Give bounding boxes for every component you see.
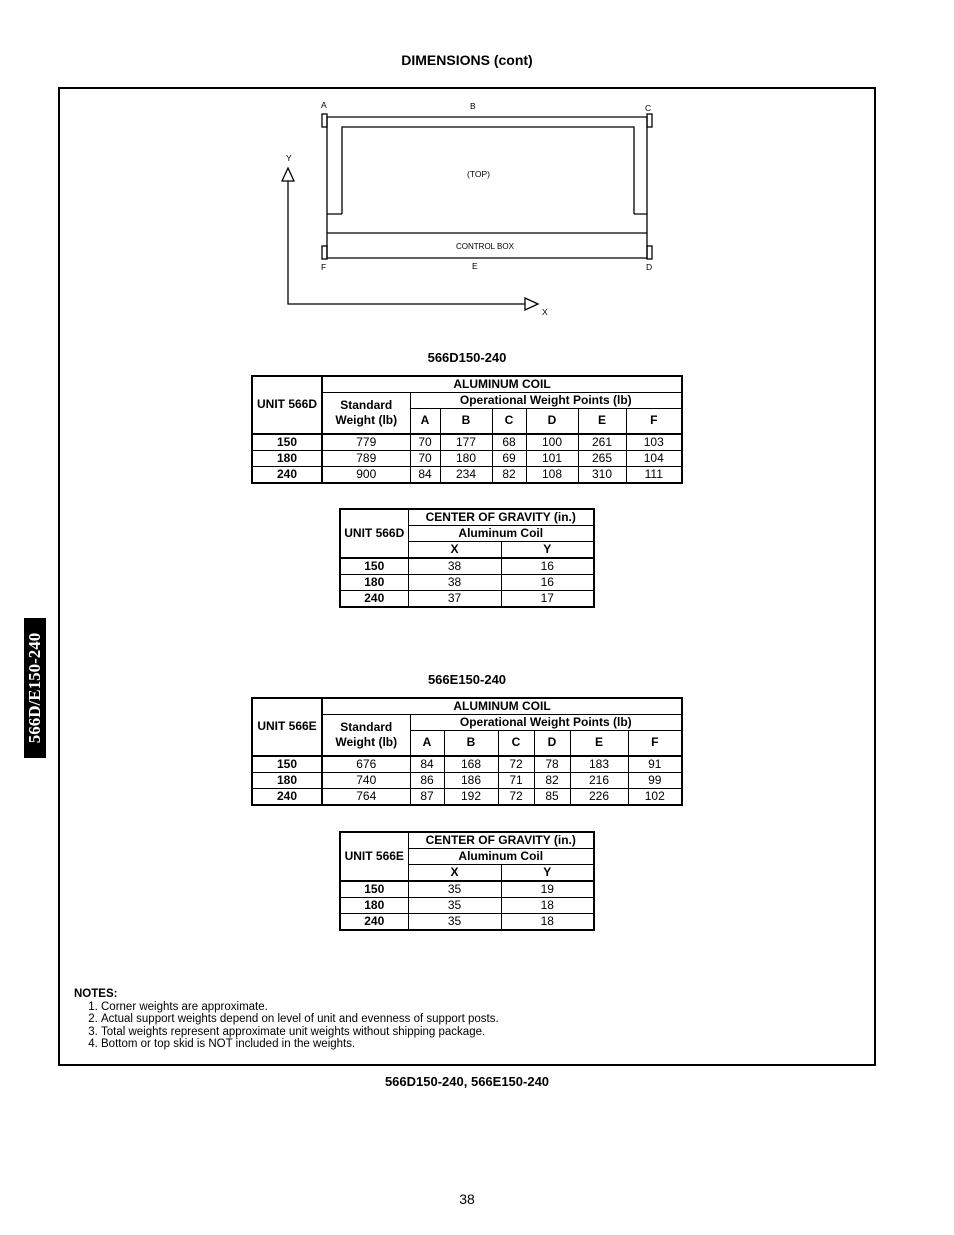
cog-header: CENTER OF GRAVITY (in.) [408,832,594,849]
point-cell: 86 [410,772,444,788]
unit-cell: 150 [340,881,408,898]
notes-heading: NOTES: [74,988,118,1000]
unit-cell: 240 [252,466,322,483]
note-item: 3. Total weights represent approximate unit weights without shipping package. [101,1026,499,1039]
point-cell: 78 [534,756,570,773]
cog-header: CENTER OF GRAVITY (in.) [408,509,594,526]
table-row [340,558,594,575]
control-box-label: CONTROL BOX [456,242,514,251]
point-cell: 91 [628,756,682,773]
point-cell: 103 [626,434,682,451]
point-header-a: A [410,731,444,756]
unit-cell: 150 [252,434,322,451]
corner-label-b: B [470,101,476,111]
table-row [252,756,682,773]
table-row [252,788,682,805]
point-cell: 101 [526,450,578,466]
table-row [340,575,594,591]
operational-weight-header: Operational Weight Points (lb) [410,393,682,409]
weight-table-566d [251,375,683,484]
cog-x-cell: 35 [408,914,501,931]
cog-x-cell: 35 [408,881,501,898]
point-cell: 216 [570,772,628,788]
point-cell: 183 [570,756,628,773]
point-cell: 192 [444,788,498,805]
page-title: DIMENSIONS (cont) [401,52,533,68]
y-axis-arrow [282,168,294,181]
note-item: 4. Bottom or top skid is NOT included in the weights. [101,1038,499,1051]
corner-label-c: C [645,103,652,113]
page-number: 38 [459,1191,475,1207]
corner-label-a: A [321,100,327,110]
notes-list [74,1001,499,1051]
point-cell: 265 [578,450,626,466]
section-d-title: 566D150-240 [427,350,507,365]
unit-cell: 240 [340,914,408,931]
unit-top-view-diagram [270,96,653,321]
unit-cell: 180 [340,898,408,914]
cog-y-cell: 16 [501,558,594,575]
cog-y-cell: 16 [501,575,594,591]
unit-cell: 180 [340,575,408,591]
std-weight-cell: 764 [322,788,410,805]
point-cell: 70 [410,450,440,466]
point-cell: 104 [626,450,682,466]
point-cell: 84 [410,466,440,483]
table-row [252,450,682,466]
notes-block [74,988,499,1051]
top-label: (TOP) [467,169,490,179]
point-cell: 102 [628,788,682,805]
unit-header: UNIT 566D [340,509,408,558]
table-row [340,881,594,898]
unit-cell: 150 [340,558,408,575]
table-row [252,772,682,788]
std-weight-cell: 900 [322,466,410,483]
point-cell: 82 [492,466,526,483]
cog-y-cell: 17 [501,591,594,608]
point-cell: 70 [410,434,440,451]
point-cell: 72 [498,788,534,805]
point-cell: 310 [578,466,626,483]
unit-header: UNIT 566E [252,698,322,756]
aluminum-coil-header: ALUMINUM COIL [322,376,682,393]
point-header-c: C [492,409,526,434]
std-weight-cell: 779 [322,434,410,451]
cog-x-cell: 38 [408,558,501,575]
point-cell: 82 [534,772,570,788]
point-cell: 71 [498,772,534,788]
point-header-e: E [578,409,626,434]
corner-label-e: E [472,261,478,271]
unit-cell: 180 [252,450,322,466]
cog-subheader: Aluminum Coil [408,849,594,865]
cog-y-header: Y [501,542,594,559]
std-weight-cell: 789 [322,450,410,466]
point-cell: 261 [578,434,626,451]
unit-cell: 240 [252,788,322,805]
point-header-e: E [570,731,628,756]
point-header-b: B [444,731,498,756]
point-header-f: F [628,731,682,756]
cog-table-566e [339,831,595,931]
point-cell: 69 [492,450,526,466]
cog-table-566d [339,508,595,608]
cog-y-cell: 18 [501,914,594,931]
corner-label-f: F [321,262,327,272]
point-header-b: B [440,409,492,434]
std-weight-cell: 740 [322,772,410,788]
unit-cell: 150 [252,756,322,773]
axis-y-label: Y [286,153,292,163]
axis-x-label: X [542,307,548,317]
unit-cell: 180 [252,772,322,788]
cog-x-header: X [408,865,501,882]
cog-x-cell: 38 [408,575,501,591]
unit-cell: 240 [340,591,408,608]
cog-y-header: Y [501,865,594,882]
unit-header: UNIT 566D [252,376,322,434]
table-row [340,591,594,608]
cog-x-header: X [408,542,501,559]
point-cell: 111 [626,466,682,483]
point-cell: 100 [526,434,578,451]
support-a [322,114,327,127]
point-cell: 177 [440,434,492,451]
standard-weight-header: Standard Weight (lb) [322,715,410,756]
operational-weight-header: Operational Weight Points (lb) [410,715,682,731]
standard-weight-header: Standard Weight (lb) [322,393,410,434]
point-cell: 87 [410,788,444,805]
note-item: 1. Corner weights are approximate. [101,1001,499,1014]
aluminum-coil-header: ALUMINUM COIL [322,698,682,715]
weight-table-566e [251,697,683,806]
point-cell: 180 [440,450,492,466]
x-axis-arrow [525,298,538,310]
std-weight-cell: 676 [322,756,410,773]
point-cell: 85 [534,788,570,805]
point-cell: 84 [410,756,444,773]
point-cell: 72 [498,756,534,773]
table-row [340,898,594,914]
point-header-a: A [410,409,440,434]
point-cell: 234 [440,466,492,483]
point-header-f: F [626,409,682,434]
cog-x-cell: 37 [408,591,501,608]
unit-header: UNIT 566E [340,832,408,881]
side-tab-label: 566D/E150-240 [25,632,44,744]
side-tab [24,618,46,758]
point-cell: 168 [444,756,498,773]
corner-label-d: D [646,262,653,272]
point-cell: 108 [526,466,578,483]
cog-x-cell: 35 [408,898,501,914]
section-e-title: 566E150-240 [427,672,507,687]
table-row [252,434,682,451]
point-header-c: C [498,731,534,756]
table-row [252,466,682,483]
point-header-d: D [534,731,570,756]
point-cell: 186 [444,772,498,788]
point-header-d: D [526,409,578,434]
point-cell: 226 [570,788,628,805]
support-f [322,246,327,259]
point-cell: 68 [492,434,526,451]
cog-y-cell: 18 [501,898,594,914]
cog-subheader: Aluminum Coil [408,526,594,542]
table-row [340,914,594,931]
note-item: 2. Actual support weights depend on level of unit and evenness of support posts. [101,1013,499,1026]
point-cell: 99 [628,772,682,788]
figure-caption: 566D150-240, 566E150-240 [384,1074,550,1089]
cog-y-cell: 19 [501,881,594,898]
